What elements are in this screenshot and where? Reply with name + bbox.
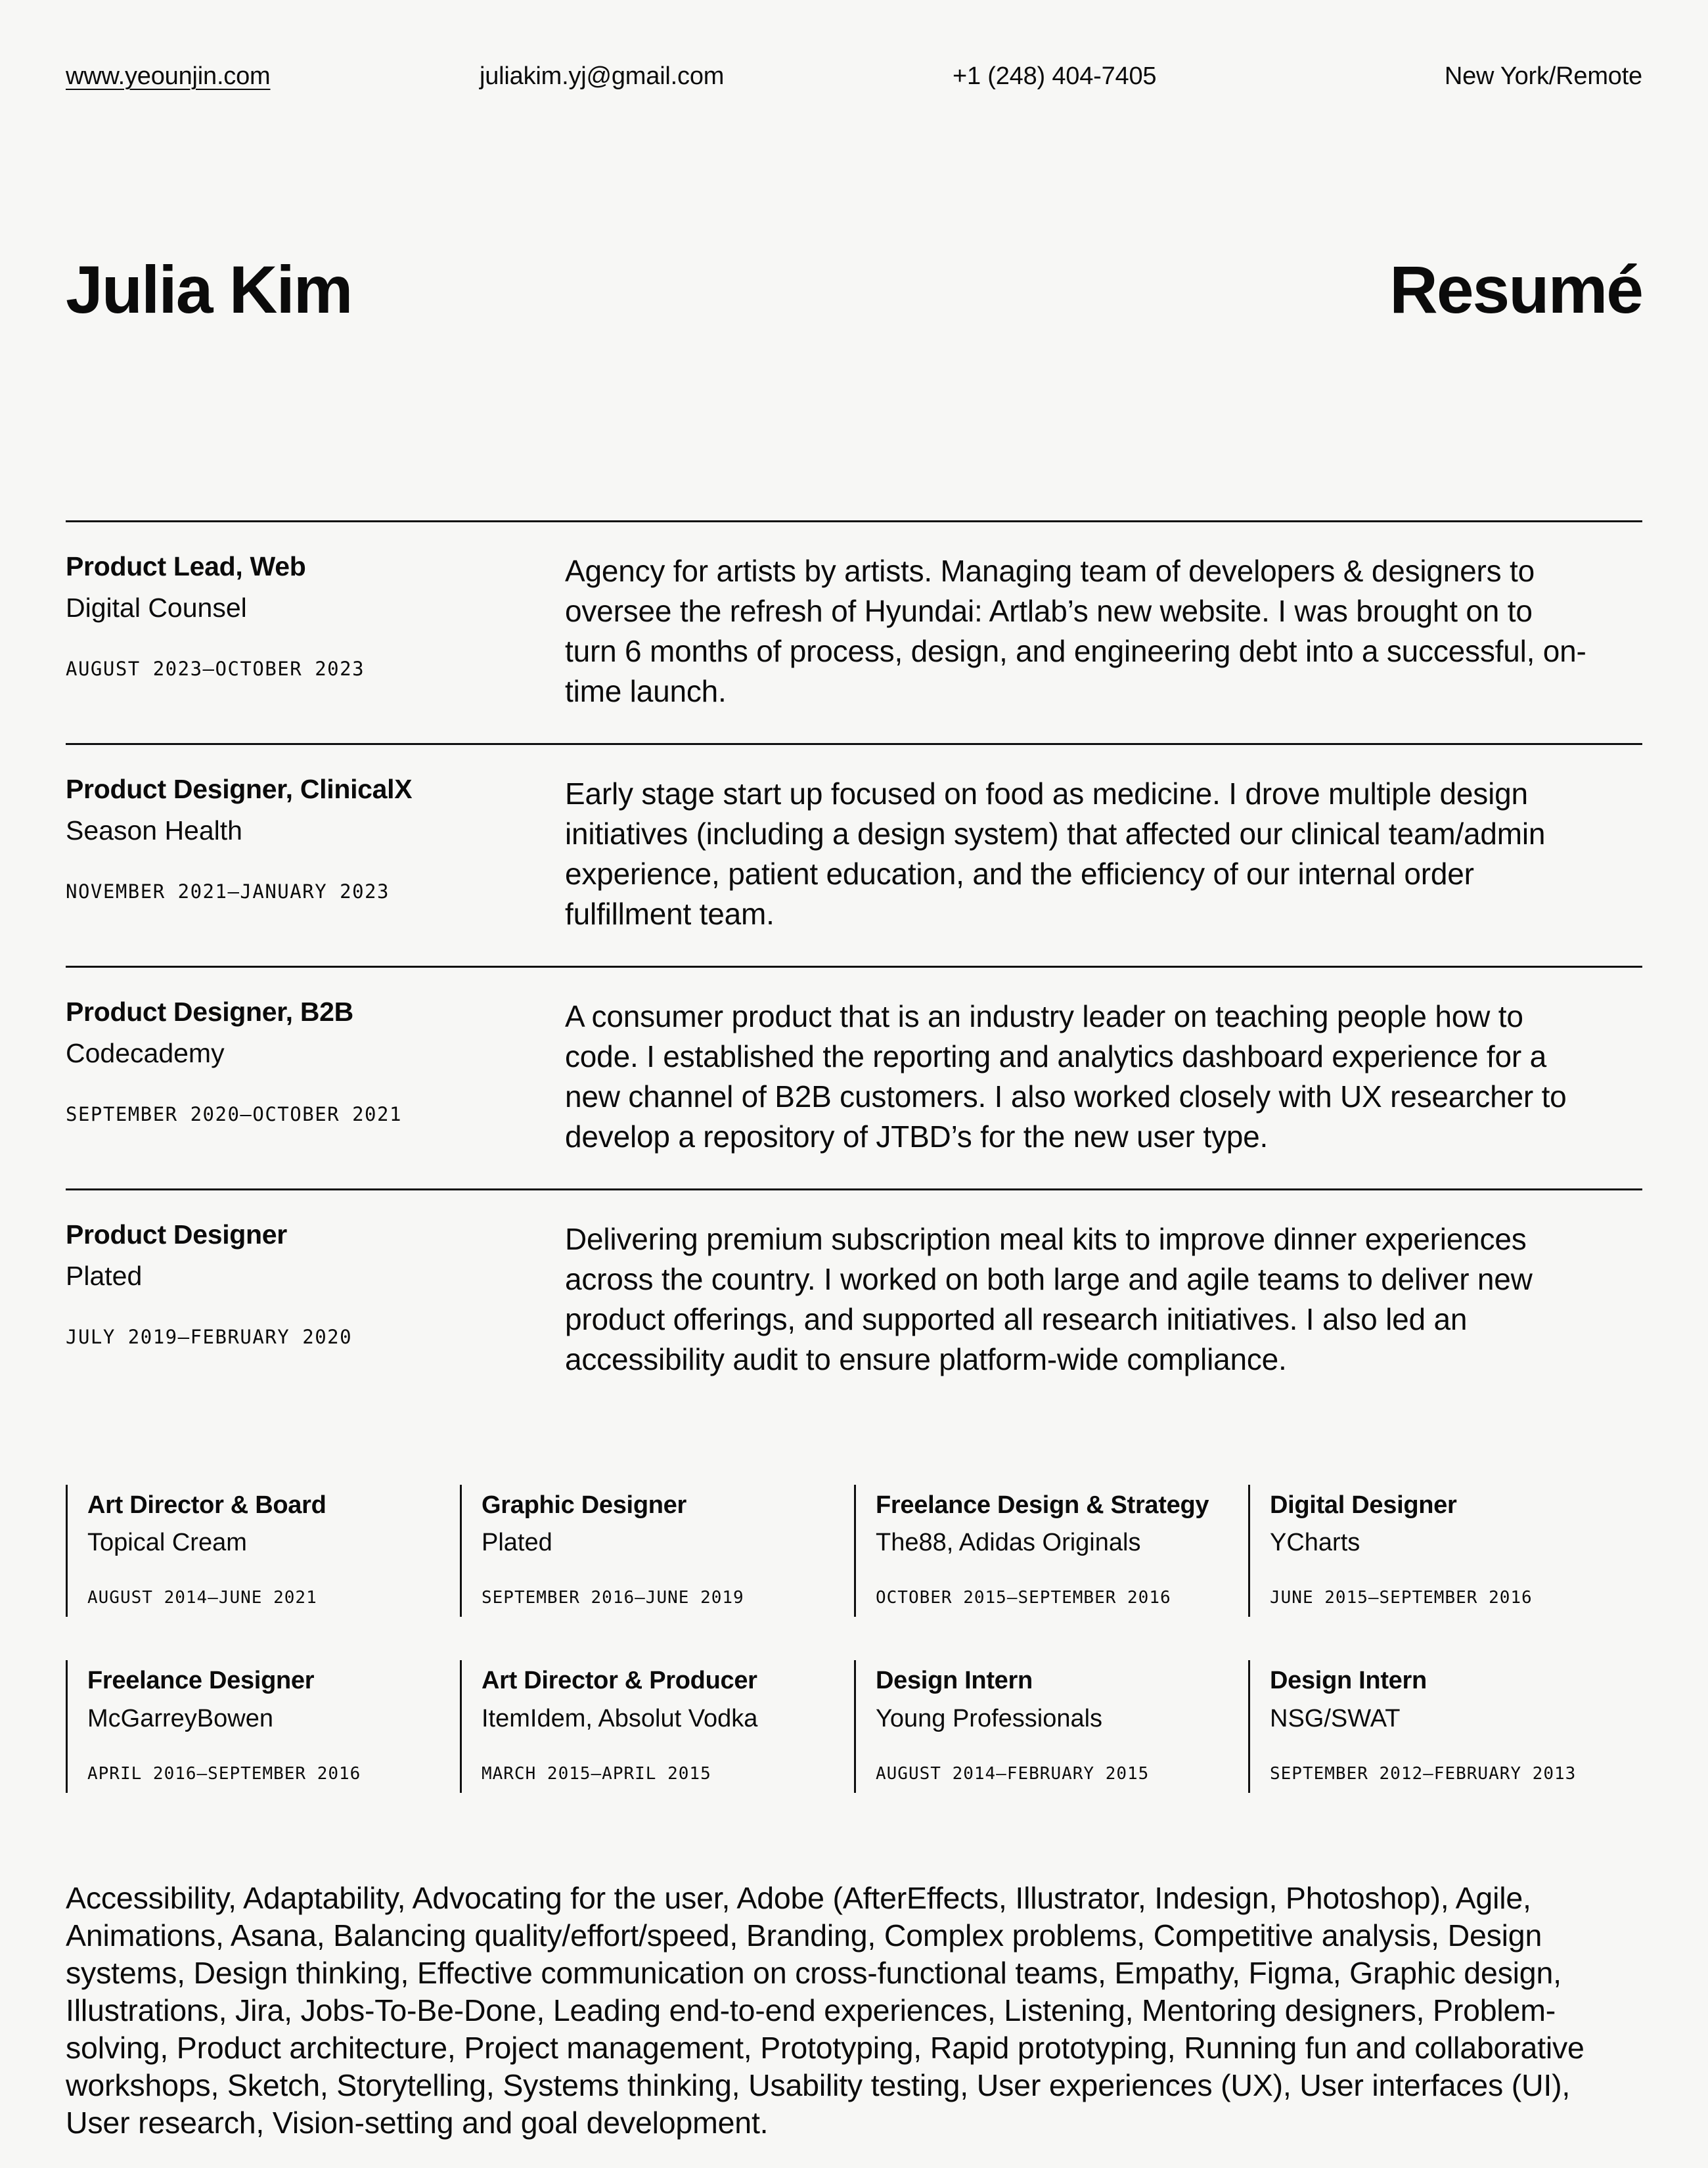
employment-dates: SEPTEMBER 2020–OCTOBER 2021 — [66, 1103, 402, 1126]
employment-dates: APRIL 2016–SEPTEMBER 2016 — [87, 1763, 361, 1784]
job-role: Freelance Designer — [87, 1667, 315, 1695]
page-title: Julia Kim — [66, 252, 352, 327]
company-name: McGarreyBowen — [87, 1704, 273, 1732]
job-role: Product Designer, B2B — [66, 996, 353, 1027]
employment-dates: MARCH 2015–APRIL 2015 — [482, 1763, 711, 1784]
experience-entry — [66, 520, 1642, 743]
experience-meta — [66, 774, 565, 934]
company-name: Plated — [66, 1260, 143, 1291]
job-role: Product Lead, Web — [66, 551, 306, 581]
company-name: NSG/SWAT — [1270, 1704, 1401, 1732]
employment-dates: NOVEMBER 2021–JANUARY 2023 — [66, 880, 390, 903]
role-card — [1248, 1660, 1642, 1792]
experience-entry — [66, 743, 1642, 966]
role-card — [460, 1660, 854, 1792]
experience-meta — [66, 551, 565, 711]
employment-dates: JULY 2019–FEBRUARY 2020 — [66, 1326, 353, 1349]
job-description: Delivering premium subscription meal kits to improve dinner experiences across the country. I worked on both large and agile teams to deliver new product offerings, and supported all research initiatives. I also led an accessibility audit to ensure platform-wide compliance. — [565, 1221, 1533, 1376]
job-description: Early stage start up focused on food as medicine. I drove multiple design initiatives (including a design system) that affected our clinical team/admin experience, patient education, and the efficiency of our internal order fulfillment team. — [565, 776, 1546, 931]
company-name: Digital Counsel — [66, 592, 247, 623]
earlier-roles-grid — [66, 1485, 1642, 1793]
company-name: Codecademy — [66, 1037, 225, 1068]
employment-dates: AUGUST 2014–FEBRUARY 2015 — [876, 1763, 1150, 1784]
experience-entry — [66, 966, 1642, 1188]
job-role: Design Intern — [1270, 1667, 1427, 1695]
job-role: Digital Designer — [1270, 1491, 1457, 1519]
title-row — [66, 252, 1642, 327]
experience-entry — [66, 1188, 1642, 1411]
job-description: A consumer product that is an industry leader on teaching people how to code. I established the reporting and analytics dashboard experience for a new channel of B2B customers. I also worked closely with UX researcher to develop a repository of JTBD’s for the new user type. — [565, 999, 1567, 1154]
company-name: Season Health — [66, 815, 242, 846]
employment-dates: AUGUST 2023–OCTOBER 2023 — [66, 658, 365, 681]
role-card — [1248, 1485, 1642, 1617]
experience-section — [66, 520, 1642, 1411]
employment-dates: AUGUST 2014–JUNE 2021 — [87, 1588, 317, 1608]
contact-header — [66, 0, 1642, 91]
role-card — [66, 1660, 460, 1792]
job-role: Art Director & Board — [87, 1491, 326, 1519]
experience-meta — [66, 997, 565, 1157]
job-role: Graphic Designer — [482, 1491, 686, 1519]
job-role: Product Designer — [66, 1219, 287, 1250]
job-role: Freelance Design & Strategy — [876, 1491, 1209, 1519]
company-name: Topical Cream — [87, 1529, 247, 1557]
company-name: Young Professionals — [876, 1704, 1103, 1732]
role-card — [460, 1485, 854, 1617]
employment-dates: SEPTEMBER 2016–JUNE 2019 — [482, 1588, 744, 1608]
job-role: Design Intern — [876, 1667, 1033, 1695]
employment-dates: OCTOBER 2015–SEPTEMBER 2016 — [876, 1588, 1171, 1608]
company-name: The88, Adidas Originals — [876, 1529, 1141, 1557]
job-role: Art Director & Producer — [482, 1667, 757, 1695]
email-text: juliakim.yj@gmail.com — [480, 62, 725, 90]
skills-paragraph: Accessibility, Adaptability, Advocating for the user, Adobe (AfterEffects, Illustrator, Indesign, Photoshop), Agile, Animations, Asana, Balancing quality/effort/speed, Branding, Complex problems, Competitive analysis, Design systems, Design thinking, Effective communication on cross-functional teams, Empathy, Figma, Graphic design, Illustrations, Jira, Jobs-To-Be-Done, Leading end-to-end experiences, Listening, Mentoring designers, Problem-solving, Product architecture, Project management, Prototyping, Rapid prototyping, Running fun and collaborative workshops, Sketch, Storytelling, Systems thinking, Usability testing, User experiences (UX), User interfaces (UI), User research, Vision-setting and goal development. — [66, 1880, 1584, 2140]
employment-dates: JUNE 2015–SEPTEMBER 2016 — [1270, 1588, 1533, 1608]
role-card — [854, 1485, 1248, 1617]
employment-dates: SEPTEMBER 2012–FEBRUARY 2013 — [1270, 1763, 1577, 1784]
role-card — [66, 1485, 460, 1617]
company-name: Plated — [482, 1529, 552, 1557]
job-description: Agency for artists by artists. Managing team of developers & designers to oversee the refresh of Hyundai: Artlab’s new website. I was brought on to turn 6 months of process, design, and engineering debt into a successful, on-time launch. — [565, 553, 1586, 708]
experience-meta — [66, 1219, 565, 1380]
document-type-label: Resumé — [1389, 252, 1642, 327]
company-name: YCharts — [1270, 1529, 1360, 1557]
location-text: New York/Remote — [1444, 62, 1642, 90]
phone-text: +1 (248) 404-7405 — [953, 62, 1157, 90]
job-role: Product Designer, ClinicalX — [66, 773, 413, 804]
website-link[interactable]: www.yeounjin.com — [66, 62, 271, 90]
company-name: ItemIdem, Absolut Vodka — [482, 1704, 758, 1732]
role-card — [854, 1660, 1248, 1792]
